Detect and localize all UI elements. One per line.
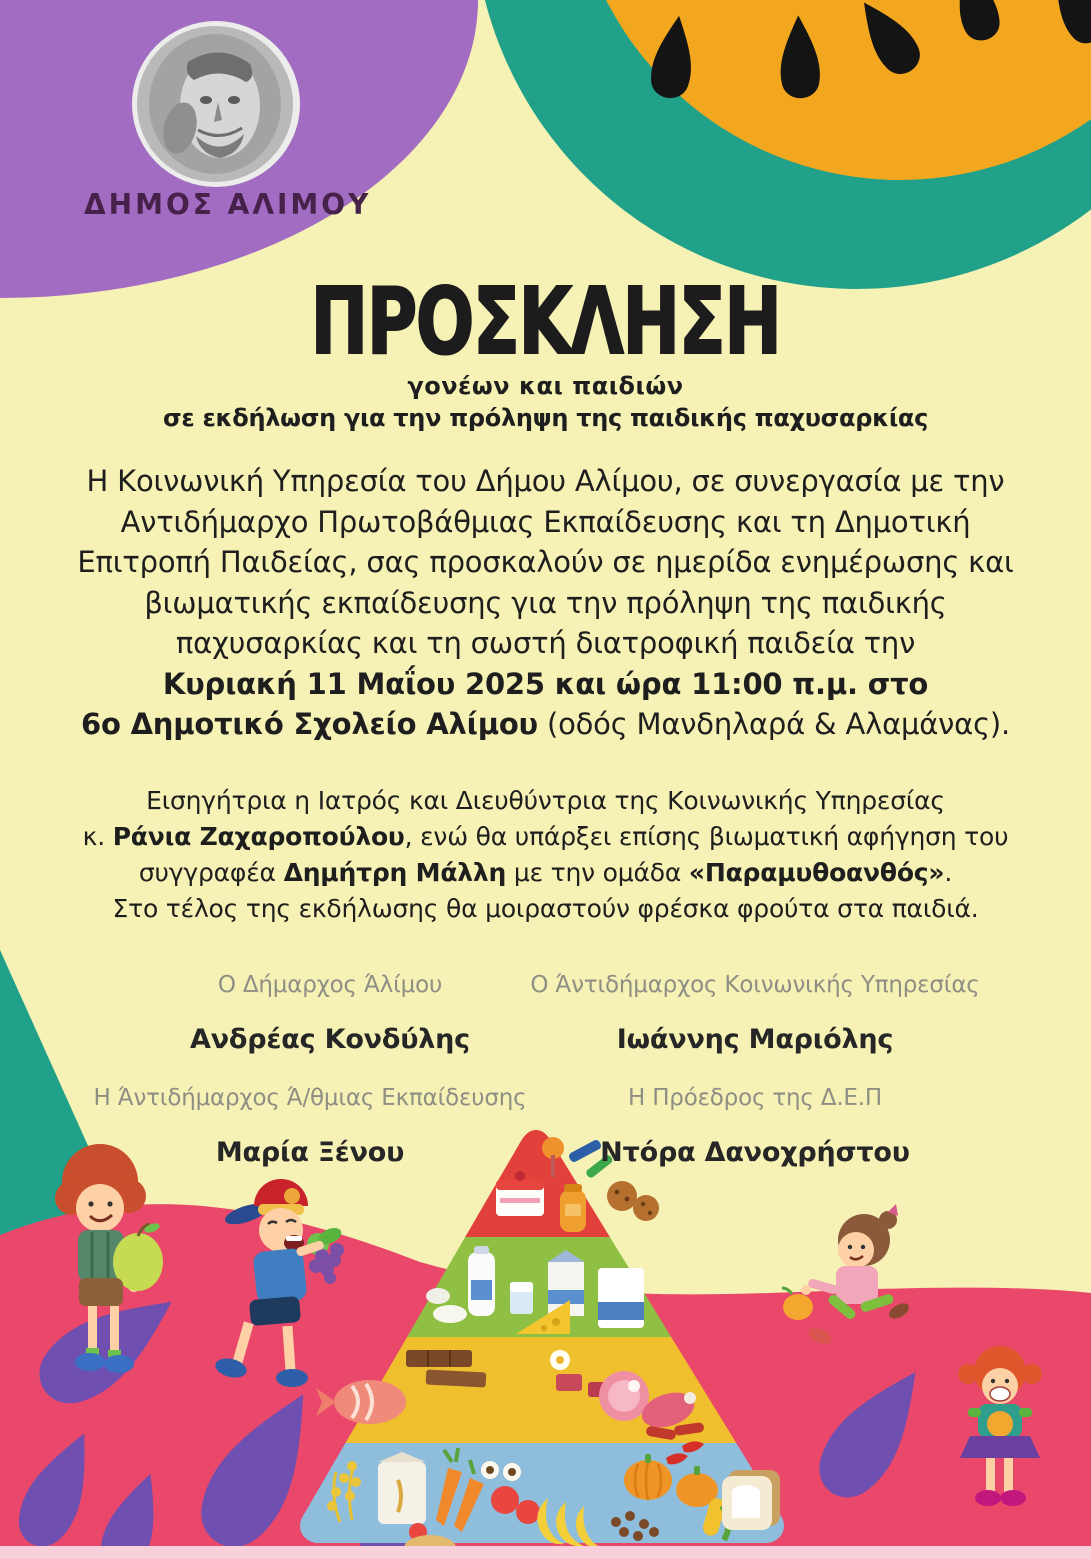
speaker-name: Ράνια Ζαχαροπούλου <box>112 822 405 851</box>
signature-mayor <box>100 972 560 1055</box>
details-line: Εισηγήτρια η Ιατρός και Διευθύντρια της Κοινωνικής Υπηρεσίας <box>146 786 945 815</box>
signature-name: Μαρία Ξένου <box>215 1137 405 1168</box>
signature-deputy-education <box>80 1085 540 1168</box>
bread-icon <box>722 1470 780 1530</box>
body-line: Η Κοινωνική Υπηρεσία του Δήμου Αλίμου, σε συνεργασία με την <box>86 464 1005 498</box>
subtitle-line2: σε εκδήλωση για την πρόληψη της παιδικής παχυσαρκίας <box>162 404 929 432</box>
details-paragraph <box>0 783 1091 927</box>
poster-title: ΠΡΟΣΚΛΗΣΗ <box>310 268 781 375</box>
body-paragraph <box>0 461 1091 745</box>
body-line: Επιτροπή Παιδείας, σας προσκαλούν σε ημερίδα ενημέρωσης και <box>77 545 1014 579</box>
municipality-name: ΔΗΜΟΣ ΑΛΙΜΟΥ <box>84 188 372 221</box>
body-line: Αντιδήμαρχο Πρωτοβάθμιας Εκπαίδευσης και τη Δημοτική <box>120 504 971 539</box>
event-address: (οδός Μανδηλαρά & Αλαμάνας). <box>537 707 1011 741</box>
purple-corner-blob <box>0 0 478 298</box>
signature-role: Η Πρόεδρος της Δ.Ε.Π <box>628 1085 882 1111</box>
event-location <box>0 704 1091 745</box>
cookies-icon <box>607 1181 659 1221</box>
bottom-strip <box>0 1546 1091 1559</box>
signature-name: Ντόρα Δανοχρήστου <box>600 1137 910 1168</box>
signature-name: Ιωάννης Μαριόλης <box>616 1024 894 1055</box>
watermelon-slice-icon <box>473 0 1091 300</box>
details-line: Στο τέλος της εκδήλωσης θα μοιραστούν φρέσκα φρούτα στα παιδιά. <box>112 894 979 923</box>
event-venue: 6ο Δημοτικό Σχολείο Αλίμου <box>80 707 538 741</box>
subtitle-line1: γονέων και παιδιών <box>407 372 684 400</box>
signature-role: Η Άντιδήμαρχος Ά/θμιας Εκπαίδευσης <box>93 1085 527 1111</box>
signature-role: Ο Δήμαρχος Άλίμου <box>217 972 443 998</box>
details-line: κ. Ράνια Ζαχαροπούλου, ενώ θα υπάρξει επίσης βιωματική αφήγηση του <box>82 822 1009 851</box>
event-datetime: Κυριακή 11 Μαΐου 2025 και ώρα 11:00 π.μ. στο <box>162 666 929 701</box>
signature-deputy-social <box>525 972 985 1055</box>
municipal-seal-icon <box>128 18 303 190</box>
details-line: συγγραφέα Δημήτρη Μάλλη με την ομάδα «Παραμυθοανθός». <box>138 858 953 887</box>
signature-president-dep <box>525 1085 985 1168</box>
signature-role: Ο Άντιδήμαρχος Κοινωνικής Υπηρεσίας <box>530 972 980 998</box>
signature-name: Ανδρέας Κονδύλης <box>190 1024 470 1055</box>
body-line: βιωματικής εκπαίδευσης για την πρόληψη της παιδικής <box>144 585 947 620</box>
group-name: «Παραμυθοανθός» <box>688 858 945 887</box>
author-name: Δημήτρη Μάλλη <box>283 858 507 887</box>
body-line: παχυσαρκίας και τη σωστή διατροφική παιδεία την <box>175 626 916 660</box>
